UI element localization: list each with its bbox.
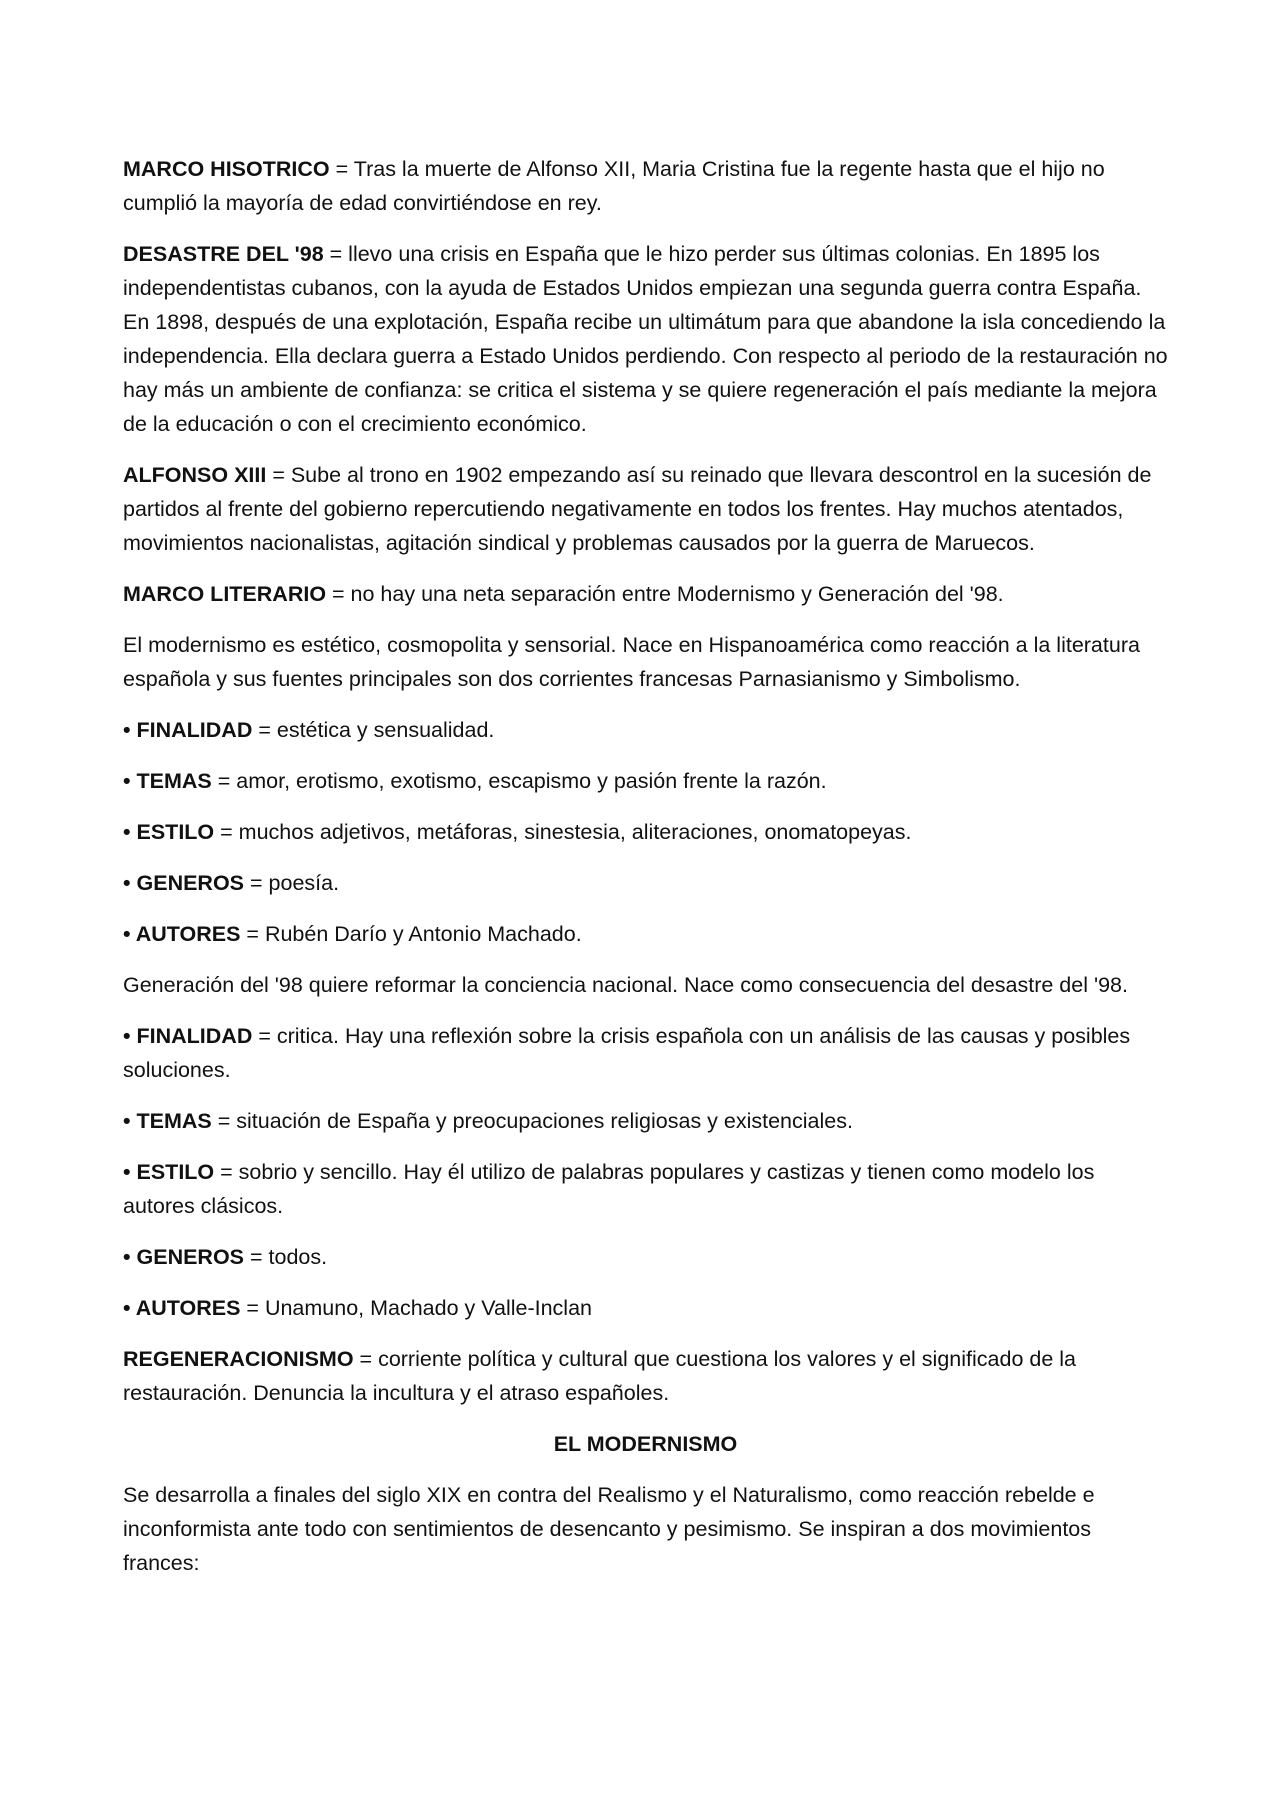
bullet-label: • ESTILO <box>123 1160 215 1184</box>
bullet-label: • FINALIDAD <box>123 1024 253 1048</box>
bullet-label: • AUTORES <box>123 1296 241 1320</box>
bullet-text: = estética y sensualidad. <box>252 718 495 742</box>
paragraph-generacion-98-intro <box>123 968 1168 1002</box>
bullet-generacion-temas <box>123 1104 1168 1138</box>
bullet-label: • FINALIDAD <box>123 718 253 742</box>
bullet-text: = muchos adjetivos, metáforas, sinestesia, aliteraciones, onomatopeyas. <box>214 820 912 844</box>
bullet-label: • AUTORES <box>123 922 241 946</box>
paragraph-text: = no hay una neta separación entre Modernismo y Generación del '98. <box>326 582 1004 606</box>
bullet-modernismo-autores <box>123 917 1168 951</box>
bullet-label: • GENEROS <box>123 871 245 895</box>
bullet-generacion-finalidad <box>123 1019 1168 1087</box>
paragraph-label: MARCO HISOTRICO <box>123 157 330 181</box>
paragraph-desastre-98 <box>123 237 1168 441</box>
bullet-text: = critica. Hay una reflexión sobre la crisis española con un análisis de las causas y posibles soluciones. <box>123 1024 1131 1082</box>
paragraph-label: DESASTRE DEL '98 <box>123 242 324 266</box>
bullet-text: = poesía. <box>244 871 340 895</box>
paragraph-label: ALFONSO XIII <box>123 463 267 487</box>
bullet-generacion-estilo <box>123 1155 1168 1223</box>
paragraph-modernismo-intro <box>123 628 1168 696</box>
bullet-generacion-generos <box>123 1240 1168 1274</box>
paragraph-text: El modernismo es estético, cosmopolita y sensorial. Nace en Hispanoamérica como reacción a la literatura española y sus fuentes principales son dos corrientes francesas Parnasianismo y Simbolismo. <box>123 633 1140 691</box>
paragraph-text: = corriente política y cultural que cuestiona los valores y el significado de la restauración. Denuncia la incultura y el atraso españoles. <box>123 1347 1076 1405</box>
paragraph-text: = Tras la muerte de Alfonso XII, Maria Cristina fue la regente hasta que el hijo no cumplió la mayoría de edad convirtiéndose en rey. <box>123 157 1105 215</box>
paragraph-alfonso-xiii <box>123 458 1168 560</box>
paragraph-label: MARCO LITERARIO <box>123 582 327 606</box>
paragraph-marco-literario <box>123 577 1168 611</box>
paragraph-text: Generación del '98 quiere reformar la conciencia nacional. Nace como consecuencia del desastre del '98. <box>123 973 1128 997</box>
bullet-generacion-autores <box>123 1291 1168 1325</box>
bullet-text: = situación de España y preocupaciones religiosas y existenciales. <box>211 1109 853 1133</box>
bullet-text: = todos. <box>244 1245 328 1269</box>
section-heading: EL MODERNISMO <box>553 1432 738 1456</box>
paragraph-marco-historico <box>123 152 1168 220</box>
bullet-text: = Rubén Darío y Antonio Machado. <box>240 922 582 946</box>
bullet-label: • TEMAS <box>123 1109 212 1133</box>
bullet-modernismo-estilo <box>123 815 1168 849</box>
bullet-modernismo-finalidad <box>123 713 1168 747</box>
paragraph-regeneracionismo <box>123 1342 1168 1410</box>
paragraph-text: = Sube al trono en 1902 empezando así su reinado que llevara descontrol en la sucesión de partidos al frente del gobierno repercutiendo negativamente en todos los frentes. Hay muchos atentados, movimientos nacionalistas, agitación sindical y problemas causados por la guerra de Maruecos. <box>123 463 1152 555</box>
bullet-modernismo-temas <box>123 764 1168 798</box>
paragraph-text: = llevo una crisis en España que le hizo perder sus últimas colonias. En 1895 los independentistas cubanos, con la ayuda de Estados Unidos empiezan una segunda guerra contra España. En 1898, después de una explotación, España recibe un ultimátum para que abandone la isla concediendo la independencia. Ella declara guerra a Estado Unidos perdiendo. Con respecto al periodo de la restauración no hay más un ambiente de confianza: se critica el sistema y se quiere regeneración el país mediante la mejora de la educación o con el crecimiento económico. <box>123 242 1168 436</box>
bullet-label: • TEMAS <box>123 769 212 793</box>
bullet-text: = Unamuno, Machado y Valle-Inclan <box>240 1296 592 1320</box>
document-page <box>123 152 1168 1597</box>
bullet-text: = amor, erotismo, exotismo, escapismo y pasión frente la razón. <box>211 769 827 793</box>
paragraph-modernismo-desarrollo: Se desarrolla a finales del siglo XIX en contra del Realismo y el Naturalismo, como reacción rebelde e inconformista ante todo con sentimientos de desencanto y pesimismo. Se inspiran a dos movimientos frances: <box>123 1483 1095 1575</box>
bullet-label: • ESTILO <box>123 820 215 844</box>
bullet-label: • GENEROS <box>123 1245 245 1269</box>
paragraph-label: REGENERACIONISMO <box>123 1347 354 1371</box>
bullet-modernismo-generos <box>123 866 1168 900</box>
bullet-text: = sobrio y sencillo. Hay él utilizo de palabras populares y castizas y tienen como modelo los autores clásicos. <box>123 1160 1095 1218</box>
